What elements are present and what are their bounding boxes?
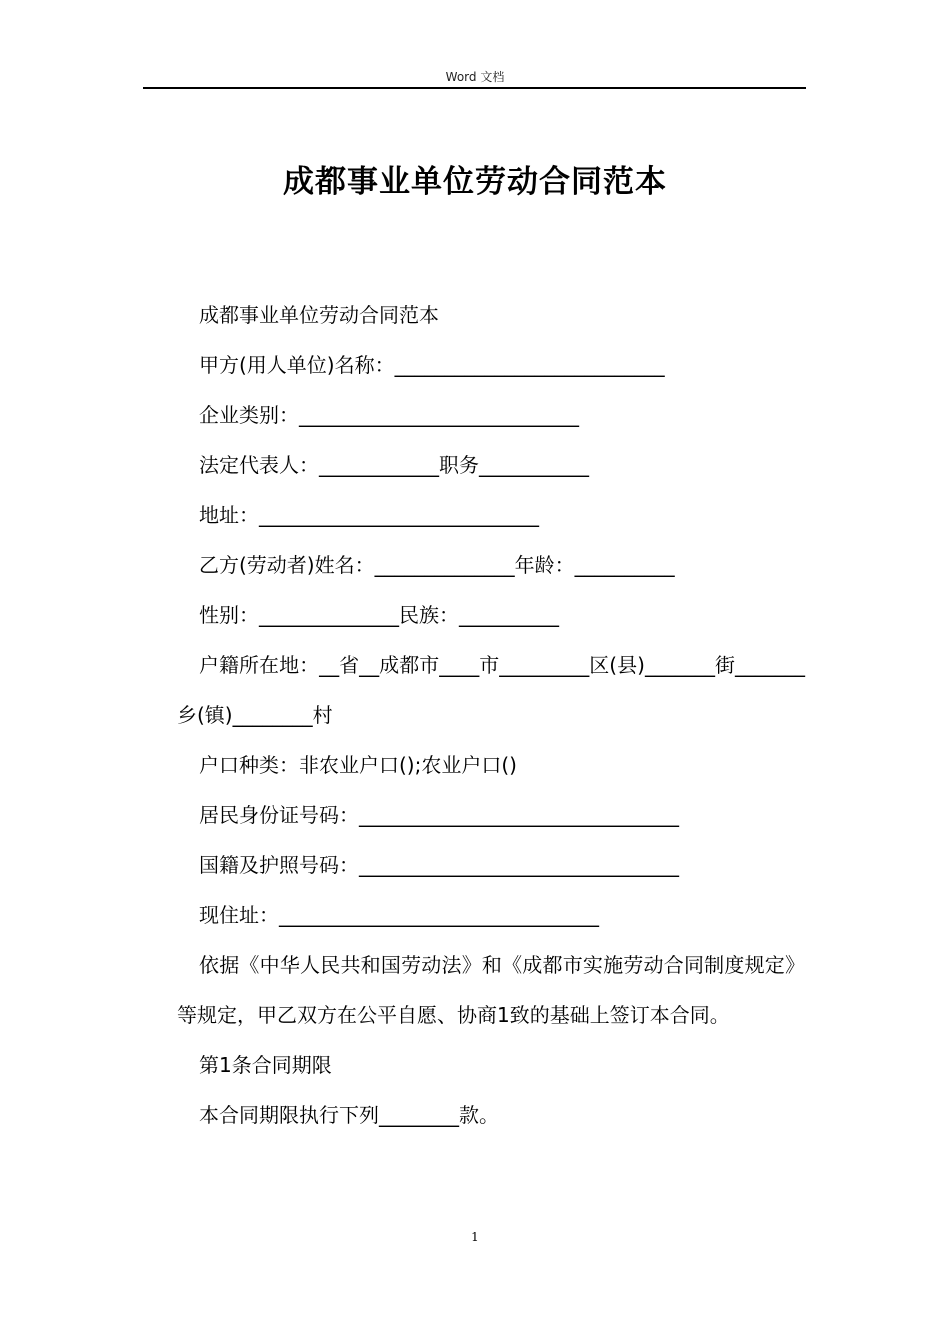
paragraph-contract-term: 本合同期限执行下列________款。 — [199, 1103, 499, 1127]
paragraph-id-number: 居民身份证号码：________________________________ — [199, 803, 679, 827]
paragraph-address: 地址：____________________________ — [199, 503, 539, 527]
paragraph-employer-name: 甲方(用人单位)名称：___________________________ — [199, 353, 665, 377]
paragraph-company-type: 企业类别：____________________________ — [199, 403, 579, 427]
header-divider — [143, 87, 806, 89]
paragraph-household-type: 户口种类：非农业户口();农业户口() — [199, 753, 517, 777]
document-title: 成都事业单位劳动合同范本 — [283, 164, 667, 200]
paragraph-article-1-heading: 第1条合同期限 — [199, 1053, 332, 1077]
paragraph-nationality-passport: 国籍及护照号码：________________________________ — [199, 853, 679, 877]
paragraph-household-registration: 户籍所在地：__省__成都市____市_________区(县)_______街_______乡(镇)________村 — [177, 653, 805, 727]
document-body — [177, 290, 805, 1140]
paragraph-subtitle: 成都事业单位劳动合同范本 — [199, 303, 439, 327]
paragraph-gender: 性别：______________民族：__________ — [199, 603, 559, 627]
page-header: Word 文档 — [445, 70, 505, 84]
paragraph-legal-representative: 法定代表人：____________职务___________ — [199, 453, 589, 477]
paragraph-legal-basis: 依据《中华人民共和国劳动法》和《成都市实施劳动合同制度规定》等规定，甲乙双方在公平自愿、协商1致的基础上签订本合同。 — [177, 953, 805, 1027]
paragraph-current-address: 现住址：________________________________ — [199, 903, 599, 927]
page-number: 1 — [471, 1230, 479, 1244]
paragraph-employee-name: 乙方(劳动者)姓名：______________年龄：__________ — [199, 553, 675, 577]
